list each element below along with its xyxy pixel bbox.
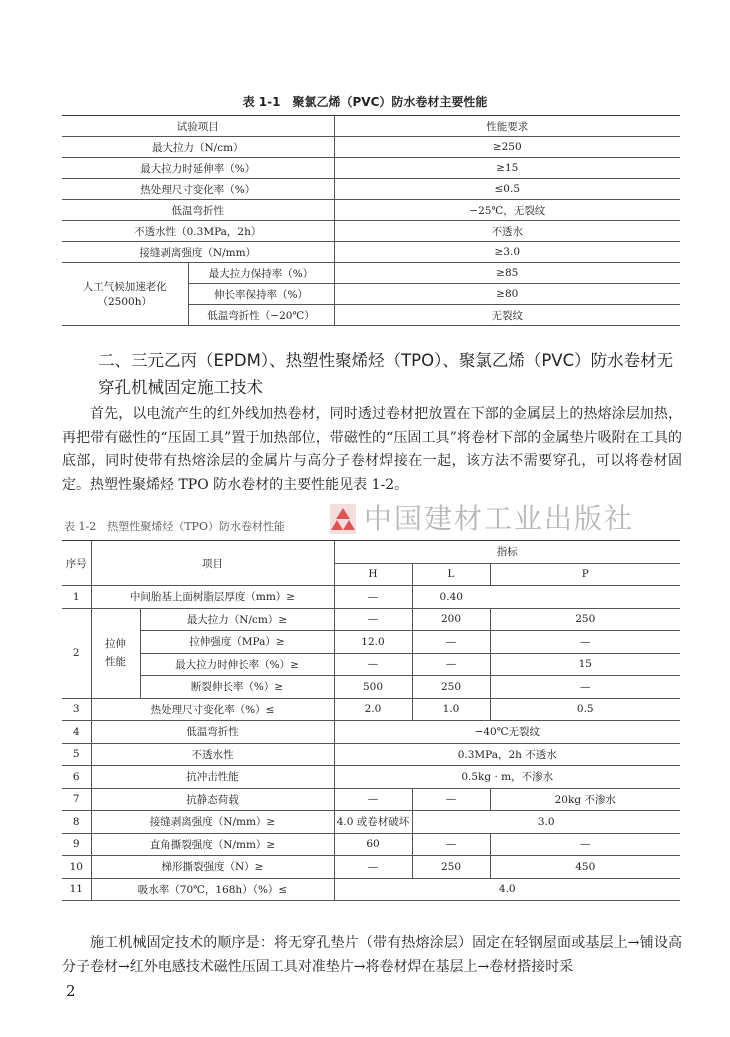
cell: 直角撕裂强度（N/mm）≥: [91, 833, 334, 856]
table-row: [62, 158, 680, 179]
cell: —: [334, 788, 412, 811]
cell: ≥85: [334, 263, 680, 284]
table-row: [62, 766, 680, 789]
cell: 250: [412, 676, 490, 699]
table2: [62, 540, 680, 901]
cell: 梯形撕裂强度（N）≥: [91, 856, 334, 879]
table-header: [62, 541, 680, 564]
cell: 5: [62, 743, 91, 766]
cell: —: [334, 653, 412, 676]
cell: —: [490, 631, 680, 654]
cell: 4: [62, 721, 91, 744]
cell: 200: [412, 608, 490, 631]
table-row: [62, 608, 680, 631]
cell: 0.3MPa，2h 不透水: [334, 743, 680, 766]
table-row: [62, 721, 680, 744]
cell: 不透水性: [91, 743, 334, 766]
page-number: 2: [66, 982, 76, 1000]
cell: 吸水率（70℃，168h）（%）≤: [91, 878, 334, 901]
table-row: [62, 200, 680, 221]
cell: —: [334, 856, 412, 879]
table2-caption: 表 1-2 热塑性聚烯烃（TPO）防水卷材性能: [64, 520, 285, 533]
header-cell: L: [412, 563, 490, 586]
table-row: [62, 856, 680, 879]
table-row: [62, 833, 680, 856]
cell: 450: [490, 856, 680, 879]
cell: 60: [334, 833, 412, 856]
cell: 500: [334, 676, 412, 699]
cell: 0.40: [412, 586, 490, 609]
publisher-watermark: [330, 502, 634, 536]
paragraph: 首先，以电流产生的红外线加热卷材，同时透过卷材把放置在下部的金属层上的热熔涂层加热，再把带有磁性的“压固工具”置于加热部位，带磁性的“压固工具”将卷材下部的金属垫片吸附在工具的底部，同时使带有热熔涂层的金属片与高分子卷材焊接在一起，该方法不需要穿孔，可以将卷材固定。热塑性聚烯烃 TPO 防水卷材的主要性能见表 1-2。: [62, 406, 682, 493]
cell: 2.0: [334, 698, 412, 721]
cell: —: [412, 788, 490, 811]
paragraph: 施工机械固定技术的顺序是：将无穿孔垫片（带有热熔涂层）固定在轻钢屋面或基层上→铺设高分子卷材→红外电感技术磁性压固工具对准垫片→将卷材焊在基层上→卷材搭接时采: [62, 935, 682, 975]
cell: 250: [490, 608, 680, 631]
cell: 最大拉力（N/cm）: [62, 137, 334, 158]
cell: 断裂伸长率（%）≥: [140, 676, 334, 699]
cell: —: [490, 833, 680, 856]
header-cell: 序号: [62, 541, 91, 586]
cell: —: [334, 586, 412, 609]
cell: 0.5: [490, 698, 680, 721]
cell: 8: [62, 811, 91, 834]
cell: ≤0.5: [334, 179, 680, 200]
cell: 热处理尺寸变化率（%）: [62, 179, 334, 200]
cell: 接缝剥离强度（N/mm）≥: [91, 811, 334, 834]
cell: ≥15: [334, 158, 680, 179]
cell: ≥250: [334, 137, 680, 158]
header-cell: P: [490, 563, 680, 586]
table1: [62, 115, 680, 326]
watermark-text: 中国建材工业出版社: [364, 502, 635, 535]
header-cell: 性能要求: [334, 116, 680, 137]
cell: ≥80: [334, 284, 680, 305]
cell: 伸长率保持率（%）: [188, 284, 334, 305]
cell: 3.0: [412, 811, 680, 834]
cell: 最大拉力时延伸率（%）: [62, 158, 334, 179]
header-cell: 指标: [334, 541, 680, 564]
table-row: [62, 179, 680, 200]
table-row: [62, 263, 680, 284]
table-row: [62, 743, 680, 766]
cell: 11: [62, 878, 91, 901]
cell: —: [490, 676, 680, 699]
cell: 6: [62, 766, 91, 789]
section-heading: 二、三元乙丙（EPDM）、热塑性聚烯烃（TPO）、聚氯乙烯（PVC）防水卷材无穿孔机械固定施工技术: [98, 351, 674, 397]
cell: [490, 586, 680, 609]
group-cell: 拉伸性能: [91, 608, 140, 698]
cell: 低温弯折性: [62, 200, 334, 221]
publisher-logo-icon: [330, 504, 356, 534]
table-header: [62, 116, 680, 137]
table-row: [62, 653, 680, 676]
cell: 4.0: [334, 878, 680, 901]
cell: 热处理尺寸变化率（%）≤: [91, 698, 334, 721]
cell: −25℃，无裂纹: [334, 200, 680, 221]
cell: 抗冲击性能: [91, 766, 334, 789]
cell: 拉伸强度（MPa）≥: [140, 631, 334, 654]
cell: 2: [62, 608, 91, 698]
cell: 最大拉力时伸长率（%）≥: [140, 653, 334, 676]
cell: 低温弯折性（−20℃）: [188, 305, 334, 326]
cell: 抗静态荷载: [91, 788, 334, 811]
header-cell: H: [334, 563, 412, 586]
cell: —: [412, 631, 490, 654]
table-row: [62, 221, 680, 242]
cell: —: [334, 608, 412, 631]
cell: 1.0: [412, 698, 490, 721]
cell: 1: [62, 586, 91, 609]
table-row: [62, 242, 680, 263]
table-row: [62, 676, 680, 699]
cell: 12.0: [334, 631, 412, 654]
cell: 低温弯折性: [91, 721, 334, 744]
cell: 7: [62, 788, 91, 811]
cell: 中间胎基上面树脂层厚度（mm）≥: [91, 586, 334, 609]
table-row: [62, 878, 680, 901]
cell: 最大拉力保持率（%）: [188, 263, 334, 284]
cell: 接缝剥离强度（N/mm）: [62, 242, 334, 263]
table-row: [62, 586, 680, 609]
cell: 最大拉力（N/cm）≥: [140, 608, 334, 631]
cell: ≥3.0: [334, 242, 680, 263]
table-row: [62, 631, 680, 654]
cell: 250: [412, 856, 490, 879]
cell: 无裂纹: [334, 305, 680, 326]
cell: 9: [62, 833, 91, 856]
cell: 20kg 不渗水: [490, 788, 680, 811]
cell: —: [412, 833, 490, 856]
table-row: [62, 811, 680, 834]
cell: 10: [62, 856, 91, 879]
cell: 4.0 或卷材破坏: [334, 811, 412, 834]
cell: −40℃无裂纹: [334, 721, 680, 744]
header-cell: 项目: [91, 541, 334, 586]
group-cell: 人工气候加速老化（2500h）: [62, 263, 188, 326]
cell: 15: [490, 653, 680, 676]
cell: 0.5kg · m，不渗水: [334, 766, 680, 789]
cell: 不透水: [334, 221, 680, 242]
table-row: [62, 788, 680, 811]
cell: 3: [62, 698, 91, 721]
cell: 不透水性（0.3MPa，2h）: [62, 221, 334, 242]
table-row: [62, 698, 680, 721]
header-cell: 试验项目: [62, 116, 334, 137]
table-row: [62, 137, 680, 158]
table1-caption: 表 1-1 聚氯乙烯（PVC）防水卷材主要性能: [242, 95, 488, 109]
cell: —: [412, 653, 490, 676]
